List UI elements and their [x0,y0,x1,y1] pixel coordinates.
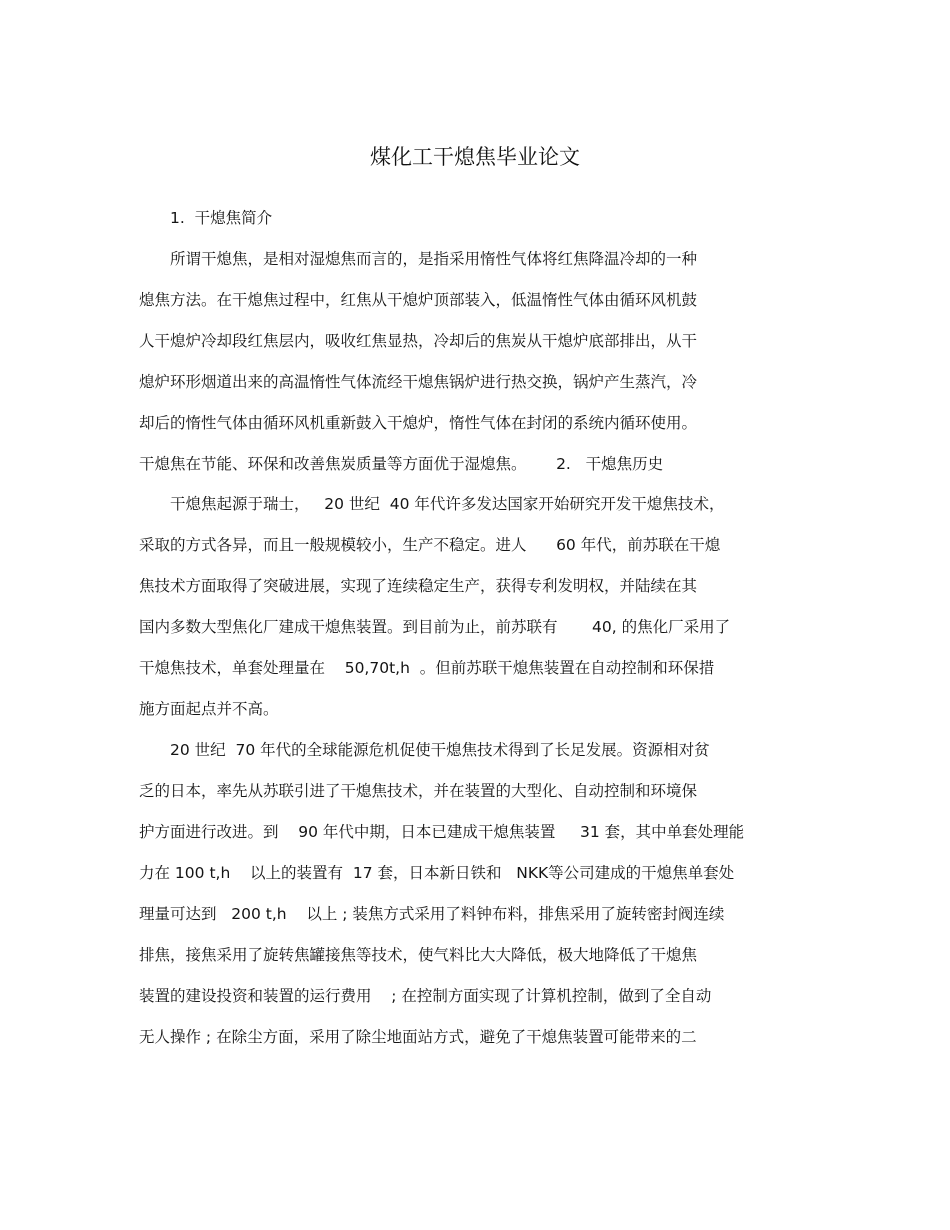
paragraph-line: 熄炉环形烟道出来的高温惰性气体流经干熄焦锅炉进行热交换，锅炉产生蒸汽，冷 [139,373,698,391]
paragraph-line: 无人操作 ; 在除尘方面，采用了除尘地面站方式，避免了干熄焦装置可能带来的二 [139,1028,697,1046]
paragraph-line: 力在 100 t,h 以上的装置有 17 套，日本新日铁和 NKK等公司建成的干熄焦单套处 [139,864,735,882]
paragraph-line: 乏的日本，率先从苏联引进了干熄焦技术，并在装置的大型化、自动控制和环境保 [139,782,698,800]
paragraph-line: 采取的方式各异，而且一般规模较小，生产不稳定。进人 60 年代，前苏联在干熄 [139,536,721,554]
paragraph-line: 干熄焦起源于瑞士， 20 世纪 40 年代许多发达国家开始研究开发干熄焦技术， [170,495,725,513]
paragraph-line: 护方面进行改进。到 90 年代中期，日本已建成干熄焦装置 31 套，其中单套处理能 [139,823,745,841]
paragraph-line: 熄焦方法。在干熄焦过程中，红焦从干熄炉顶部装入，低温惰性气体由循环风机鼓 [139,291,698,309]
paragraph-line: 干熄焦在节能、环保和改善焦炭质量等方面优于湿熄焦。 2. 干熄焦历史 [139,455,664,473]
paragraph-line: 焦技术方面取得了突破进展，实现了连续稳定生产，获得专利发明权，并陆续在其 [139,577,698,595]
paragraph-line: 国内多数大型焦化厂建成干熄焦装置。到目前为止，前苏联有 40, 的焦化厂采用了 [139,618,731,636]
paragraph-line: 20 世纪 70 年代的全球能源危机促使干熄焦技术得到了长足发展。资源相对贫 [170,741,710,759]
paragraph-line: 人干熄炉冷却段红焦层内，吸收红焦显热，冷却后的焦炭从干熄炉底部排出，从干 [139,332,698,350]
paragraph-line: 理量可达到 200 t,h 以上 ; 装焦方式采用了料钟布料，排焦采用了旋转密封阀连续 [139,905,725,923]
paragraph-line: 却后的惰性气体由循环风机重新鼓入干熄炉，惰性气体在封闭的系统内循环使用。 [139,414,698,432]
document-title: 煤化工干熄焦毕业论文 [370,145,580,169]
paragraph-line: 施方面起点并不高。 [139,700,279,718]
paragraph-line: 排焦，接焦采用了旋转焦罐接焦等技术，使气料比大大降低，极大地降低了干熄焦 [139,946,698,964]
paragraph-line: 干熄焦技术，单套处理量在 50,70t,h 。但前苏联干熄焦装置在自动控制和环保措 [139,659,715,677]
section-heading-1: 1. 干熄焦简介 [170,209,273,227]
paragraph-line: 装置的建设投资和装置的运行费用 ; 在控制方面实现了计算机控制，做到了全自动 [139,987,712,1005]
paragraph-line: 所谓干熄焦，是相对湿熄焦而言的，是指采用惰性气体将红焦降温冷却的一种 [170,250,698,268]
